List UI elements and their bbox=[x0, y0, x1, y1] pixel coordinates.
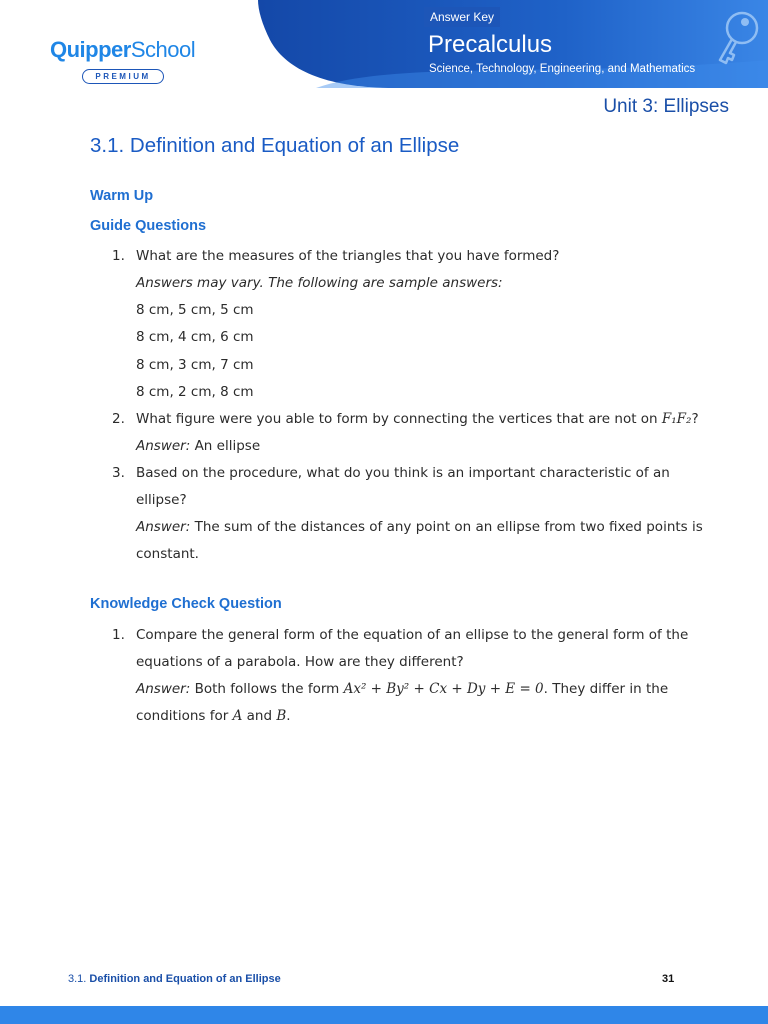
knowledge-check-heading: Knowledge Check Question bbox=[90, 596, 282, 612]
answer-text: An ellipse bbox=[190, 438, 261, 454]
question-text: ellipse? bbox=[136, 492, 187, 508]
section-title: 3.1. Definition and Equation of an Ellipse bbox=[90, 134, 460, 157]
footer-section-name: Definition and Equation of an Ellipse bbox=[89, 973, 281, 985]
page-number: 31 bbox=[662, 973, 675, 985]
logo-quipper: Quipper bbox=[50, 37, 131, 62]
answer-line: constant. bbox=[136, 546, 199, 562]
key-icon bbox=[712, 8, 762, 68]
footer-section-number: 3.1. bbox=[68, 973, 87, 985]
question-number: 3. bbox=[112, 465, 125, 481]
quipper-school-logo bbox=[50, 37, 196, 81]
logo-wordmark bbox=[50, 37, 195, 63]
answer-label: Answer: bbox=[136, 519, 191, 535]
footer-section-label bbox=[68, 973, 281, 985]
unit-title: Unit 3: Ellipses bbox=[603, 96, 729, 117]
question-number: 2. bbox=[112, 411, 125, 427]
subject-title: Precalculus bbox=[428, 31, 553, 58]
segment-label: F₁F₂ bbox=[661, 411, 692, 427]
answer-key-badge: Answer Key bbox=[424, 7, 500, 27]
answer-text: Both follows the form bbox=[190, 681, 344, 697]
question-text: Compare the general form of the equation of an ellipse to the general form of the bbox=[136, 627, 689, 643]
answer-line bbox=[136, 518, 703, 536]
answer-text: and bbox=[242, 708, 277, 724]
premium-badge: PREMIUM bbox=[82, 69, 164, 84]
general-form-equation: Ax² + By² + Cx + Dy + E = 0 bbox=[343, 681, 544, 697]
question-end: ? bbox=[691, 411, 699, 427]
answer-intro: Answers may vary. The following are sample answers: bbox=[136, 275, 503, 291]
answer-line bbox=[136, 707, 291, 725]
question-text: equations of a parabola. How are they different? bbox=[136, 654, 464, 670]
answer-label: Answer: bbox=[136, 681, 191, 697]
guide-questions-heading: Guide Questions bbox=[90, 218, 207, 234]
variable-b: B bbox=[276, 708, 287, 724]
logo-school: School bbox=[130, 37, 196, 62]
answer-line: 8 cm, 5 cm, 5 cm bbox=[136, 302, 254, 318]
answer-line: 8 cm, 2 cm, 8 cm bbox=[136, 384, 254, 400]
answer-text: conditions for bbox=[136, 708, 233, 724]
answer-text: The sum of the distances of any point on an ellipse from two fixed points is bbox=[190, 519, 703, 535]
answer-text: . They differ in the bbox=[543, 681, 669, 697]
question-text-part: What figure were you able to form by connecting the vertices that are not on bbox=[136, 411, 658, 427]
question-number: 1. bbox=[112, 627, 125, 643]
answer-line bbox=[136, 680, 668, 698]
question-text: What are the measures of the triangles that you have formed? bbox=[136, 248, 560, 264]
answer-line: 8 cm, 4 cm, 6 cm bbox=[136, 329, 254, 345]
question-number: 1. bbox=[112, 248, 125, 264]
question-text bbox=[136, 410, 699, 428]
footer-bar bbox=[0, 1006, 768, 1024]
answer-label: Answer: bbox=[136, 438, 191, 454]
discipline-subtitle: Science, Technology, Engineering, and Mathematics bbox=[429, 63, 696, 75]
variable-a: A bbox=[232, 708, 243, 724]
answer-line bbox=[136, 437, 260, 455]
question-text: Based on the procedure, what do you think is an important characteristic of an bbox=[136, 465, 670, 481]
warm-up-heading: Warm Up bbox=[90, 188, 154, 204]
answer-line: 8 cm, 3 cm, 7 cm bbox=[136, 357, 254, 373]
answer-text: . bbox=[286, 708, 291, 724]
